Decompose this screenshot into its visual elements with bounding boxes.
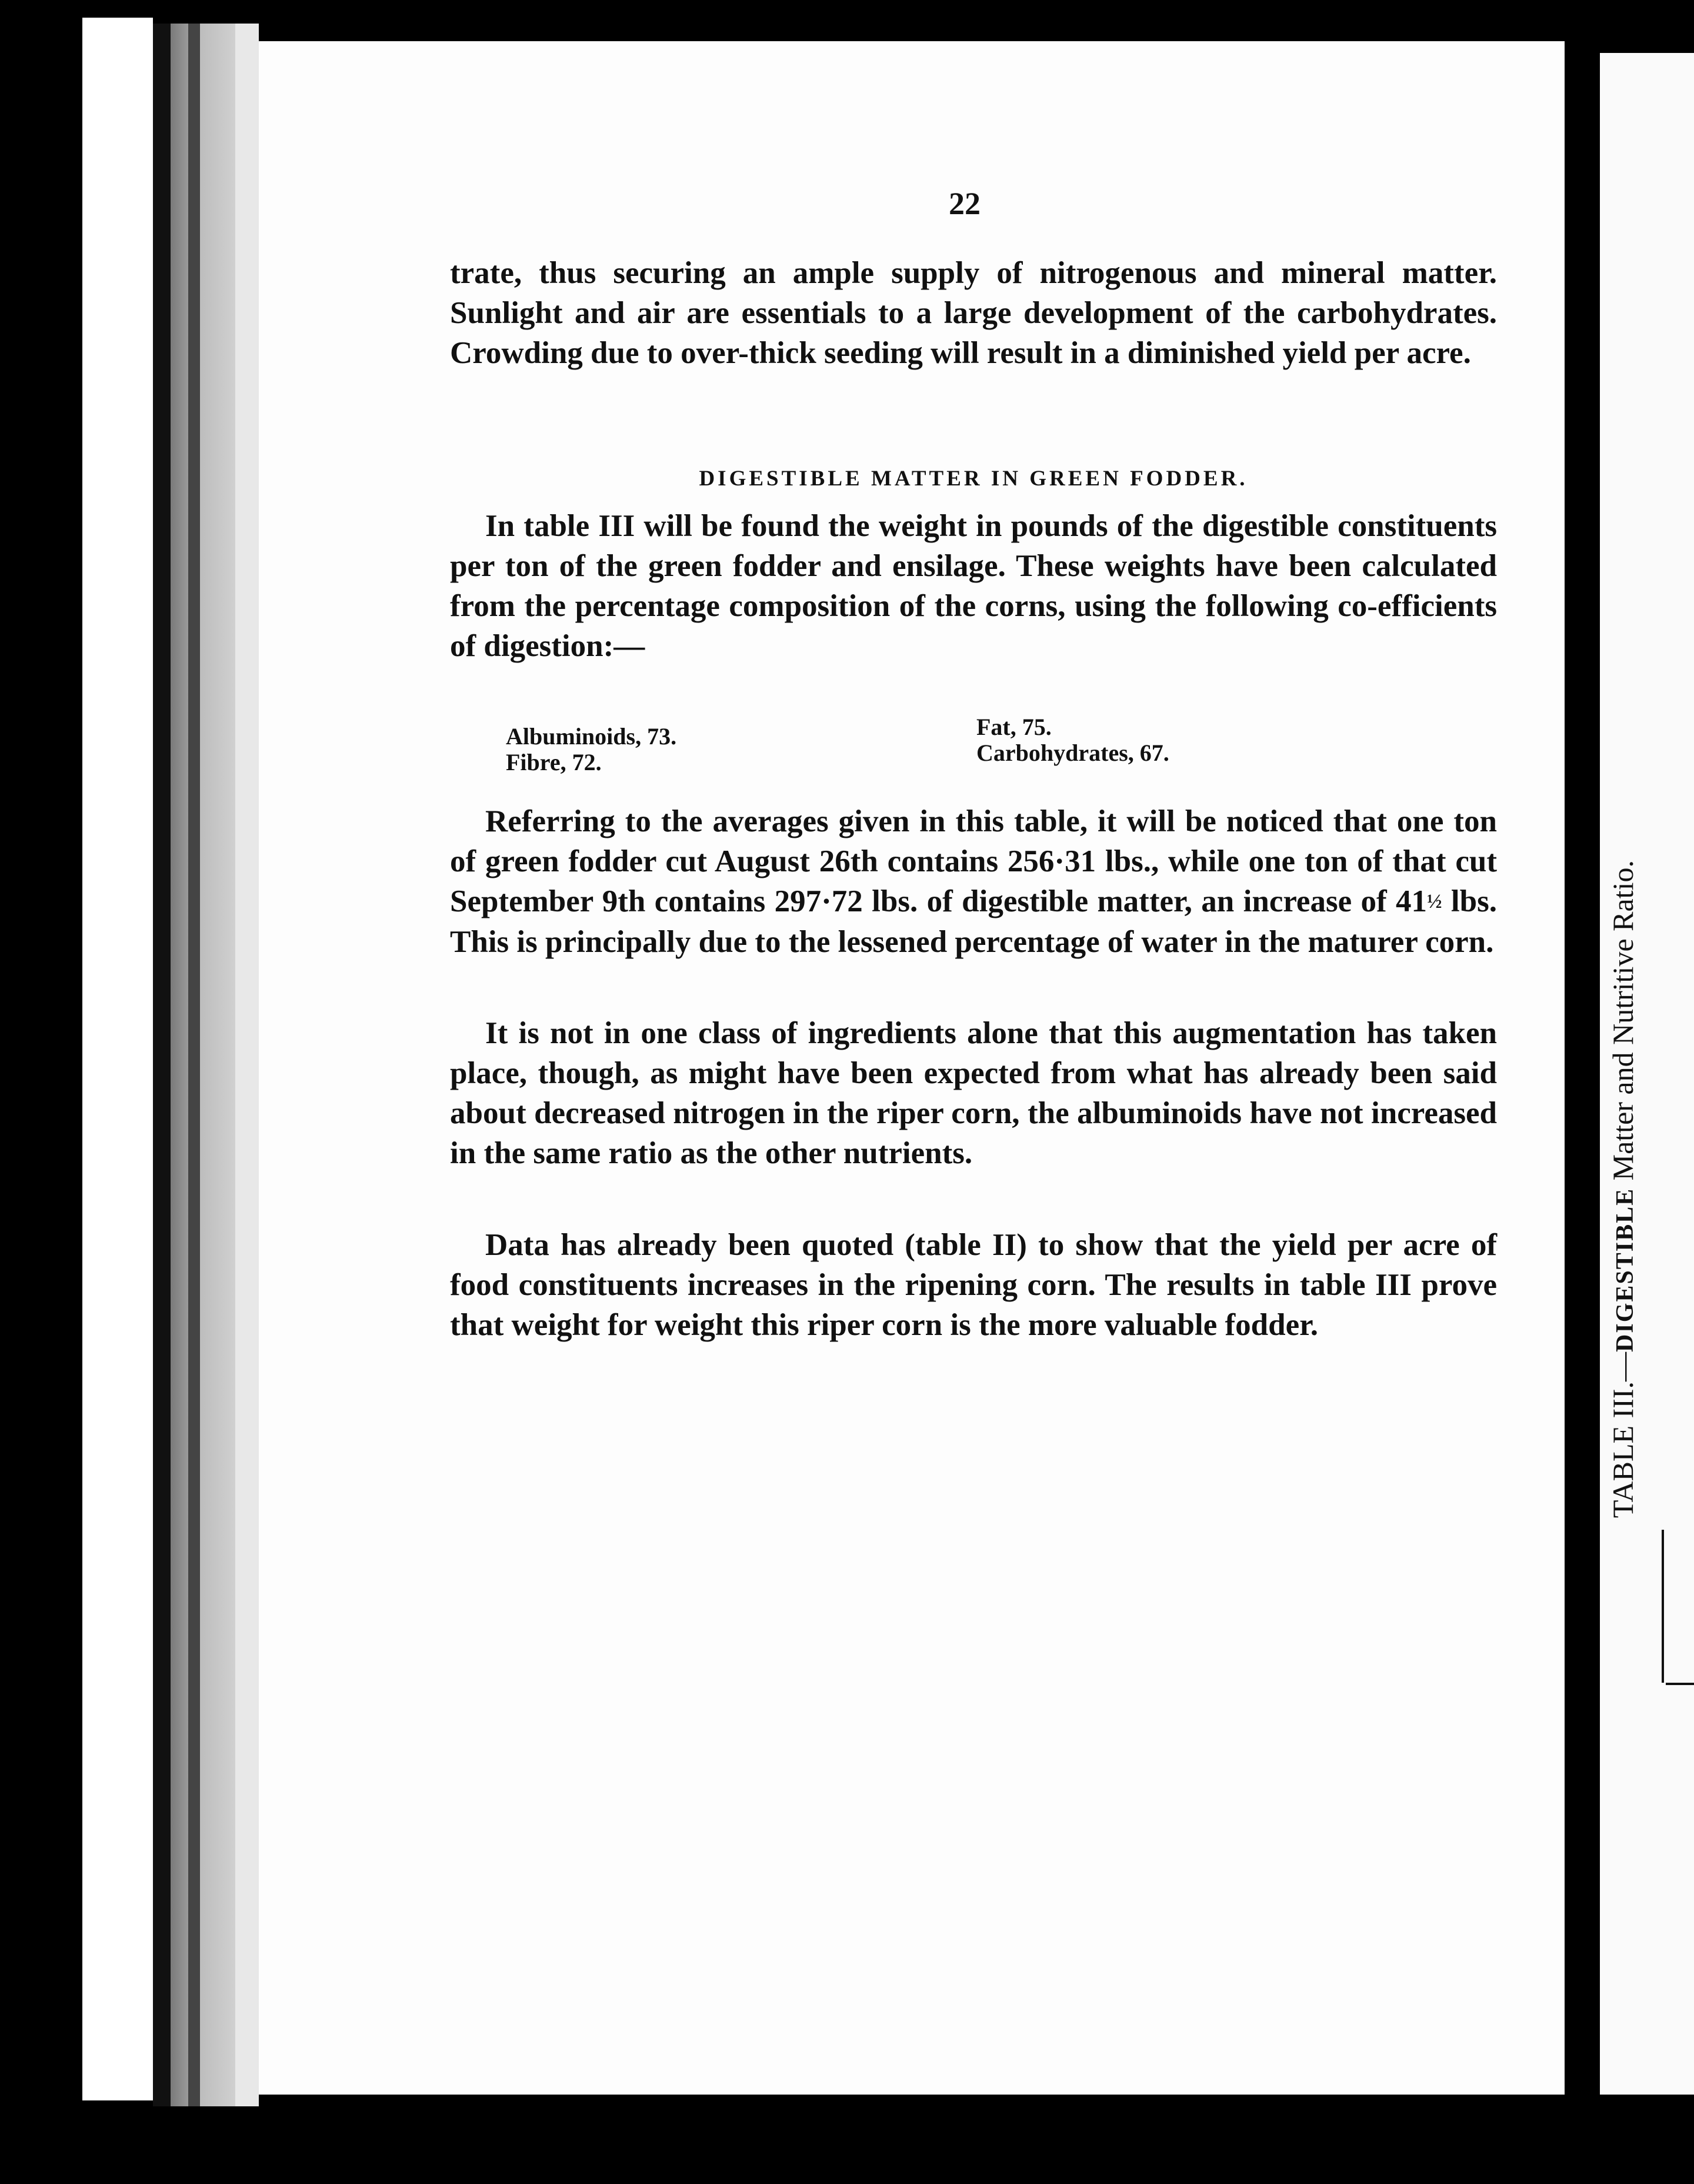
coefficient-fibre: Fibre, 72.: [506, 749, 602, 775]
coefficients-right: [976, 714, 1169, 766]
table-rule: [1666, 1683, 1694, 1685]
coefficient-carbohydrates: Carbohydrates, 67.: [976, 740, 1169, 766]
paragraph-yield: Data has already been quoted (table II) to show that the yield per acre of food constituents increases in the ripening corn. The results in table III prove that weight for weight this riper corn is the more valuable fodder.: [450, 1228, 1497, 1342]
paragraph-continuation: trate, thus securing an ample supply of nitrogenous and mineral matter. Sunlight and air are essentials to a large development of the carbohydrates. Crowding due to over-thick seeding will result in a diminished yield per acre.: [450, 256, 1497, 370]
table-rule: [1662, 1530, 1664, 1683]
paragraph-augmentation: It is not in one class of ingredients alone that this augmentation has taken place, though, as might have been expected from what has already been said about decreased nitrogen in the riper corn, the albuminoids have not increased in the same ratio as the other nutrients.: [450, 1016, 1497, 1170]
scan-margin: [82, 18, 153, 2100]
section-heading: DIGESTIBLE MATTER IN GREEN FODDER.: [699, 467, 1248, 491]
rotated-table-caption: [1606, 860, 1640, 1518]
paragraph-averages-text: Referring to the averages given in this table, it will be noticed that one ton of green fodder cut August 26th contains 256·31 lbs., while one ton of that cut September 9th contains 297·72 lbs. of digestible matter, an increase of 41: [450, 804, 1497, 918]
caption-strong: DIGESTIBLE: [1612, 1187, 1639, 1352]
coefficient-albuminoids: Albuminoids, 73.: [506, 723, 677, 750]
caption-prefix: TABLE III.—: [1606, 1351, 1639, 1518]
paragraph-averages: [450, 801, 1497, 962]
book-page-edges: [153, 24, 259, 2106]
fraction-half: ½: [1427, 891, 1442, 913]
coefficient-fat: Fat, 75.: [976, 714, 1052, 740]
paragraph-averages-text-end: lbs. This is principally due to the lessened percentage of water in the maturer corn.: [450, 884, 1497, 959]
page-number: 22: [949, 186, 981, 221]
caption-rest: Matter and Nutritive Ratio.: [1606, 860, 1639, 1188]
coefficients-left: [506, 724, 676, 775]
paragraph-table-intro: In table III will be found the weight in pounds of the digestible constituents per ton of the green fodder and ensilage. These weights have been calculated from the percentage composition of the corns, using the following co-efficients of digestion:—: [450, 509, 1497, 663]
